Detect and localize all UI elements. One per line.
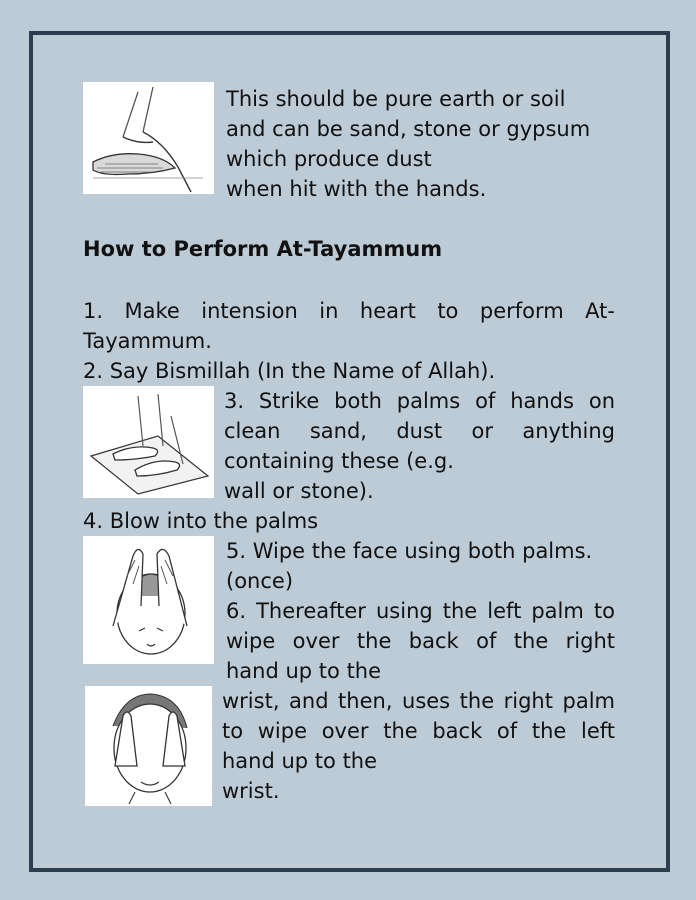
step-6-line: 6. Thereafter using the left palm to	[226, 599, 615, 623]
step-4: 4. Blow into the palms	[83, 509, 319, 533]
step-6-line: hand up to the	[222, 749, 378, 773]
step-1	[83, 296, 615, 386]
step-1-line: 1. Make intension in heart to perform At-	[83, 299, 615, 323]
step-6-line: wrist.	[222, 779, 280, 803]
wiping-hands-illustration	[85, 686, 212, 806]
step-3-line: clean sand, dust or anything	[224, 419, 615, 443]
step-6-line: wipe over the back of the right	[226, 629, 615, 653]
step-5	[226, 536, 615, 596]
intro-paragraph	[226, 84, 615, 204]
step-5-line: (once)	[226, 569, 294, 593]
intro-line: and can be sand, stone or gypsum	[226, 117, 591, 141]
step-3-line: containing these (e.g.	[224, 449, 454, 473]
step-2: 2. Say Bismillah (In the Name of Allah).	[83, 359, 496, 383]
step-3-line: 3. Strike both palms of hands on	[224, 389, 615, 413]
step-6-line: hand up to the	[226, 659, 382, 683]
step-6-line: wrist, and then, uses the right palm	[222, 689, 615, 713]
intro-line: which produce dust	[226, 147, 432, 171]
intro-line: This should be pure earth or soil	[226, 87, 566, 111]
intro-line: when hit with the hands.	[226, 177, 487, 201]
step-5-line: 5. Wipe the face using both palms.	[226, 539, 593, 563]
hand-on-soil-illustration	[83, 82, 214, 194]
step-3	[224, 386, 615, 506]
step-6a	[226, 596, 615, 686]
step-6b	[222, 686, 615, 806]
step-1-line: Tayammum.	[83, 329, 212, 353]
section-heading: How to Perform At-Tayammum	[83, 237, 443, 261]
palms-striking-sand-illustration	[83, 386, 214, 498]
step-3-line: wall or stone).	[224, 479, 374, 503]
step-6-line: to wipe over the back of the left	[222, 719, 615, 743]
wiping-face-illustration	[83, 536, 214, 664]
